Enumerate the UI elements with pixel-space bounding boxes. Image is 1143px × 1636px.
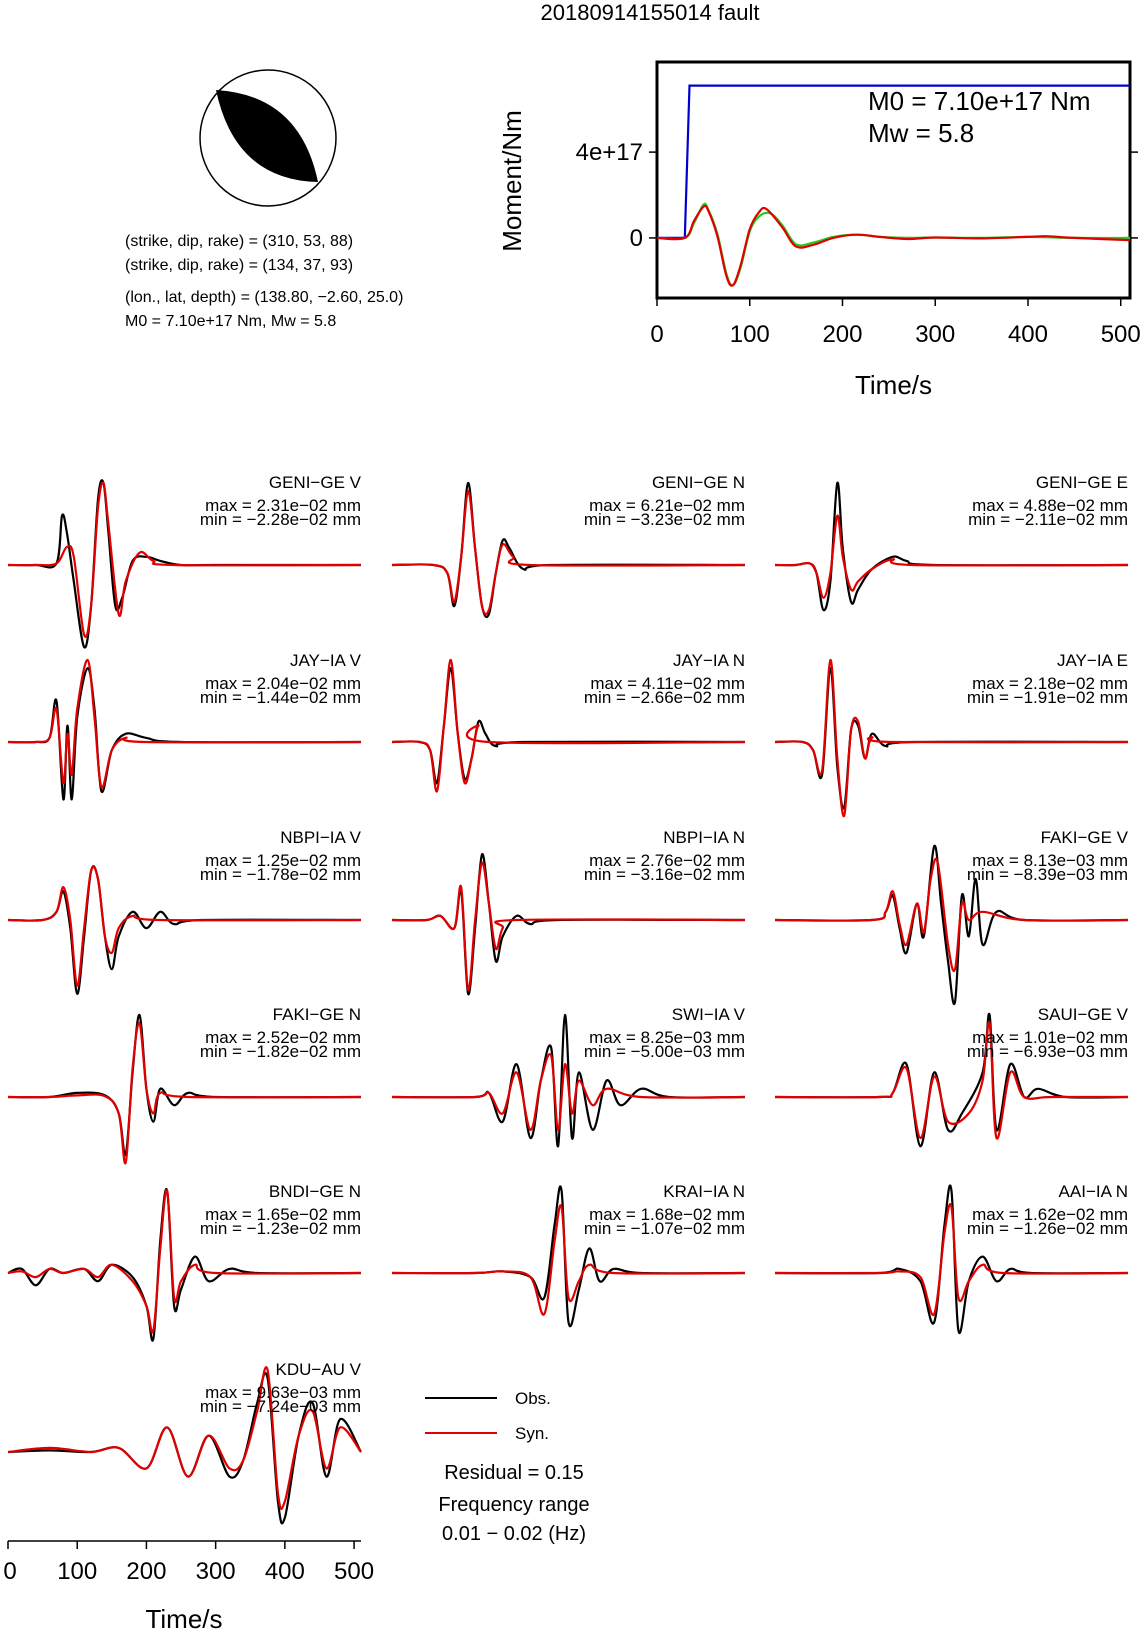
frequency-range: 0.01 − 0.02 (Hz) <box>442 1523 586 1545</box>
min-amplitude: min = −3.23e−02 mm <box>583 510 745 529</box>
station-label: KDU−AU V <box>275 1360 361 1379</box>
time-tick-label: 200 <box>126 1558 167 1585</box>
legend-obs-label: Obs. <box>515 1389 551 1408</box>
min-amplitude: min = −2.66e−02 mm <box>583 688 745 707</box>
moment-rate-plot <box>497 62 1141 400</box>
y-tick-label: 0 <box>629 224 643 252</box>
station-label: NBPI−IA N <box>663 828 745 847</box>
waveform-panels <box>8 473 1129 1523</box>
figure-title: 20180914155014 fault <box>540 0 760 25</box>
moment-rate-red-line <box>657 206 1130 286</box>
beachball <box>200 70 336 206</box>
min-amplitude: min = −1.07e−02 mm <box>583 1219 745 1238</box>
max-amplitude: max = 1.62e−02 mm <box>972 1205 1128 1224</box>
residual: Residual = 0.15 <box>444 1462 584 1484</box>
max-amplitude: max = 2.31e−02 mm <box>205 496 361 515</box>
min-amplitude: min = −1.91e−02 mm <box>966 688 1128 707</box>
x-tick-label: 300 <box>915 321 956 348</box>
max-amplitude: max = 4.11e−02 mm <box>590 674 745 693</box>
waveform-panel <box>8 1005 361 1163</box>
frequency-range-label: Frequency range <box>438 1494 590 1516</box>
waveform-panel <box>392 1005 746 1146</box>
waveform-panel <box>392 1182 745 1326</box>
waveform-panel <box>8 651 362 800</box>
nodal-plane-1: (strike, dip, rake) = (310, 53, 88) <box>125 233 354 250</box>
max-amplitude: max = 6.21e−02 mm <box>589 496 745 515</box>
max-amplitude: max = 2.76e−02 mm <box>589 851 745 870</box>
waveform-panel <box>775 1005 1129 1146</box>
x-axis-label: Time/s <box>854 370 933 400</box>
x-tick-label: 0 <box>650 321 664 348</box>
max-amplitude: max = 2.18e−02 mm <box>972 674 1128 693</box>
waveform-panel <box>775 651 1128 816</box>
min-amplitude: min = −7.24e−03 mm <box>199 1397 361 1416</box>
waveform-panel <box>8 473 362 648</box>
min-amplitude: min = −1.44e−02 mm <box>199 688 361 707</box>
station-label: GENI−GE E <box>1035 473 1128 492</box>
source-info <box>125 233 403 330</box>
time-tick-label: 300 <box>195 1558 236 1585</box>
nodal-plane-2: (strike, dip, rake) = (134, 37, 93) <box>125 257 354 274</box>
time-tick-label: 500 <box>334 1558 375 1585</box>
station-label: JAY−IA E <box>1056 651 1128 670</box>
min-amplitude: min = −1.26e−02 mm <box>966 1219 1128 1238</box>
time-tick-label: 100 <box>57 1558 98 1585</box>
legend-syn-label: Syn. <box>515 1424 550 1443</box>
min-amplitude: min = −1.78e−02 mm <box>199 865 361 884</box>
max-amplitude: max = 4.88e−02 mm <box>972 496 1128 515</box>
station-label: FAKI−GE V <box>1040 828 1128 847</box>
max-amplitude: max = 2.04e−02 mm <box>205 674 361 693</box>
waveform-panel <box>8 1360 362 1523</box>
max-amplitude: max = 1.68e−02 mm <box>589 1205 745 1224</box>
magnitude-annotation: Mw = 5.8 <box>868 118 975 148</box>
max-amplitude: max = 1.01e−02 mm <box>972 1028 1128 1047</box>
x-tick-label: 400 <box>1007 321 1049 348</box>
min-amplitude: min = −1.23e−02 mm <box>199 1219 361 1238</box>
x-tick-label: 100 <box>729 321 770 348</box>
min-amplitude: min = −1.82e−02 mm <box>199 1042 361 1061</box>
station-label: SAUI−GE V <box>1037 1005 1128 1024</box>
y-axis-label: Moment/Nm <box>497 110 527 252</box>
station-label: BNDI−GE N <box>268 1182 361 1201</box>
time-axis-label: Time/s <box>145 1604 223 1634</box>
min-amplitude: min = −2.11e−02 mm <box>968 510 1128 529</box>
station-label: GENI−GE V <box>268 473 361 492</box>
max-amplitude: max = 8.13e−03 mm <box>972 851 1128 870</box>
hypocenter: (lon., lat, depth) = (138.80, −2.60, 25.0) <box>125 289 404 306</box>
waveform-panel <box>8 1182 361 1341</box>
waveform-panel <box>775 473 1128 610</box>
max-amplitude: max = 8.25e−03 mm <box>589 1028 745 1047</box>
max-amplitude: max = 2.52e−02 mm <box>205 1028 361 1047</box>
max-amplitude: max = 1.25e−02 mm <box>205 851 361 870</box>
station-label: JAY−IA V <box>289 651 361 670</box>
y-tick-label: 4e+17 <box>575 139 643 167</box>
moment-annotation: M0 = 7.10e+17 Nm <box>868 86 1091 116</box>
max-amplitude: max = 1.65e−02 mm <box>205 1205 361 1224</box>
waveform-panel <box>775 1182 1128 1333</box>
moment-rate-green-line <box>657 204 1130 286</box>
waveform-panel <box>392 828 745 994</box>
min-amplitude: min = −5.00e−03 mm <box>583 1042 745 1061</box>
synthetic-trace <box>8 867 361 986</box>
waveform-time-axis <box>3 1541 374 1634</box>
waveform-panel <box>392 651 745 792</box>
station-label: SWI−IA V <box>671 1005 745 1024</box>
station-label: JAY−IA N <box>673 651 745 670</box>
min-amplitude: min = −8.39e−03 mm <box>966 865 1128 884</box>
x-tick-label: 500 <box>1100 321 1141 348</box>
max-amplitude: max = 9.63e−03 mm <box>205 1383 361 1402</box>
observed-trace <box>8 866 361 994</box>
waveform-panel <box>8 828 362 994</box>
x-tick-label: 200 <box>822 321 863 348</box>
station-label: NBPI−IA V <box>280 828 361 847</box>
station-label: FAKI−GE N <box>272 1005 361 1024</box>
waveform-panel <box>392 473 745 617</box>
moment-magnitude: M0 = 7.10e+17 Nm, Mw = 5.8 <box>125 313 337 330</box>
min-amplitude: min = −2.28e−02 mm <box>199 510 361 529</box>
time-tick-label: 0 <box>3 1558 17 1585</box>
legend <box>425 1389 590 1545</box>
min-amplitude: min = −6.93e−03 mm <box>966 1042 1128 1061</box>
station-label: GENI−GE N <box>651 473 745 492</box>
min-amplitude: min = −3.16e−02 mm <box>583 865 745 884</box>
station-label: AAI−IA N <box>1058 1182 1128 1201</box>
time-tick-label: 400 <box>264 1558 305 1585</box>
station-label: KRAI−IA N <box>663 1182 745 1201</box>
waveform-panel <box>775 828 1129 1004</box>
